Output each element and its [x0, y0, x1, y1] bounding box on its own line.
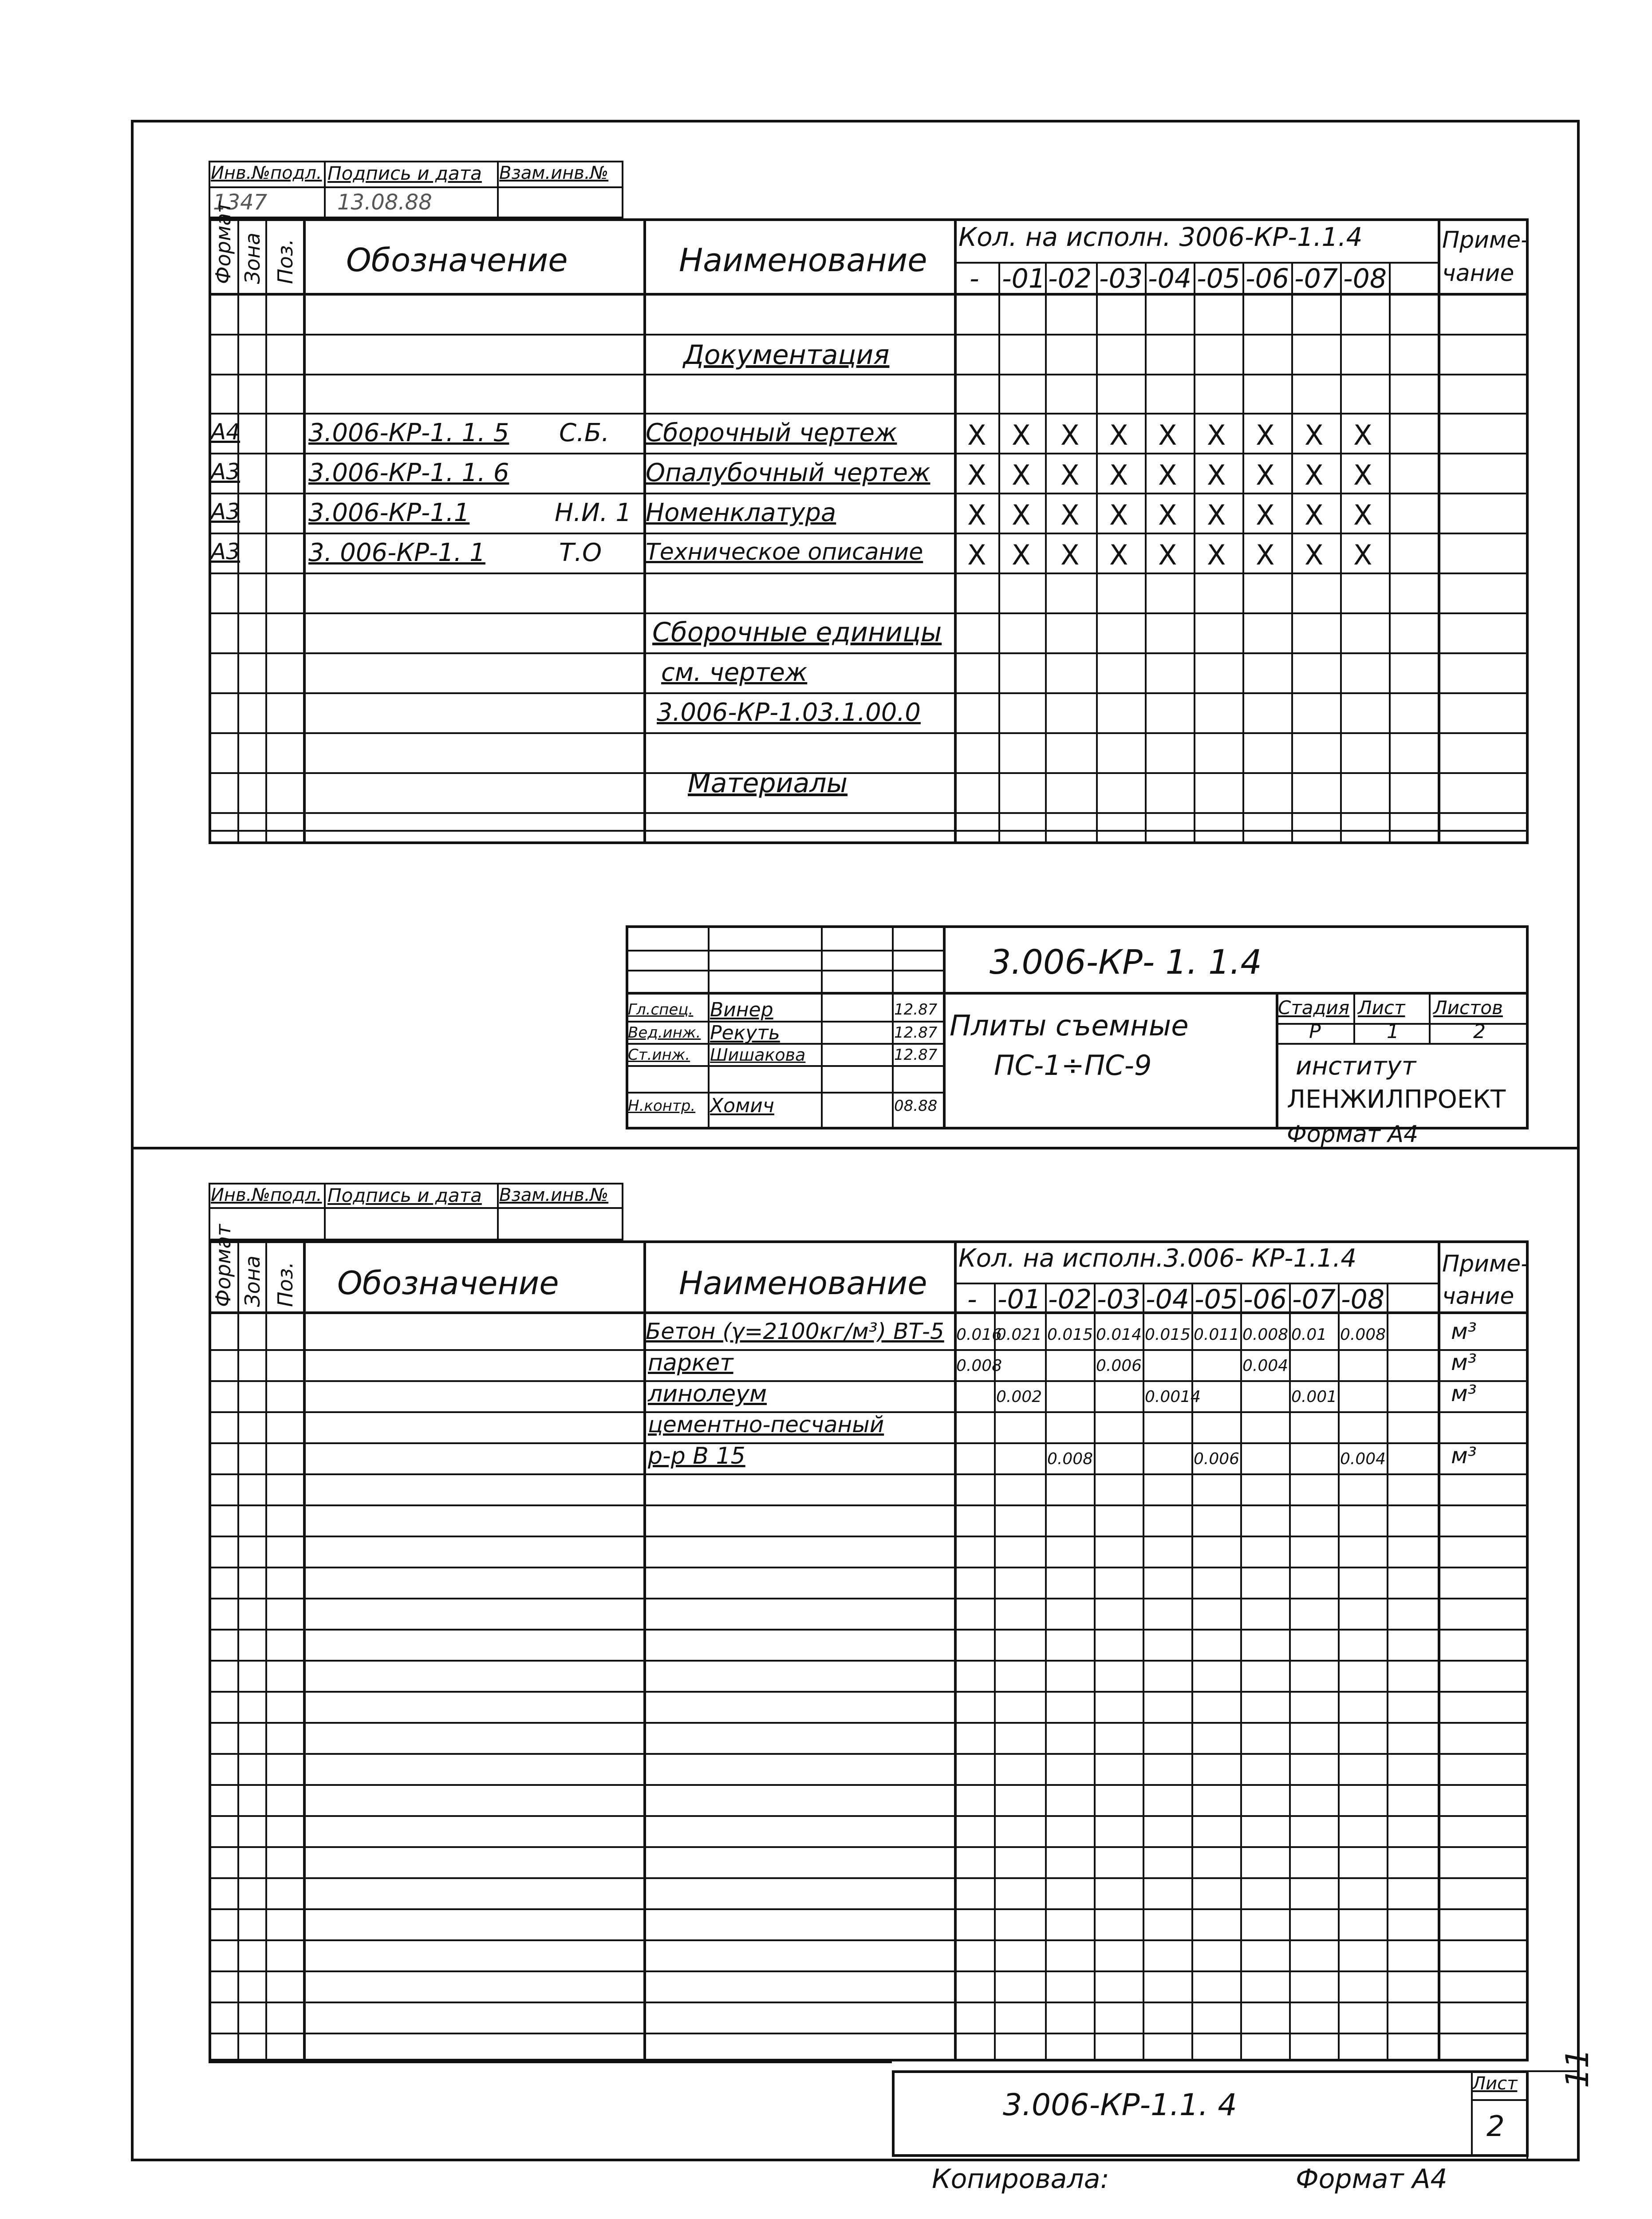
- t2-variant-7: -07: [1292, 1284, 1336, 1315]
- material-5-name: р-р В 15: [648, 1443, 745, 1469]
- sheet2-label: Лист: [1472, 2073, 1518, 2094]
- doc-3-format: А3: [211, 499, 241, 525]
- material-value: 0.015: [1047, 1326, 1093, 1344]
- qty-mark: X: [967, 419, 986, 451]
- qty-mark: X: [1158, 459, 1177, 491]
- person-2-name: Рекуть: [710, 1022, 780, 1044]
- t2-variant-8: -08: [1341, 1284, 1384, 1315]
- variant-1: -01: [1002, 263, 1045, 294]
- qty-mark: X: [1305, 459, 1324, 491]
- section-docs: Документация: [683, 340, 890, 371]
- qty-mark: X: [1353, 459, 1372, 491]
- variant-0: -: [970, 263, 979, 294]
- doc-1-designation: 3.006-КР-1. 1. 5: [308, 419, 509, 447]
- doc-3-code: Н.И. 1: [555, 498, 632, 527]
- stamp2-sign-label: Подпись и дата: [327, 1185, 482, 1206]
- doc-4-name: Техническое описание: [646, 539, 923, 565]
- material-value: 0.008: [1340, 1326, 1386, 1344]
- qty-mark: X: [1061, 459, 1080, 491]
- material-1-unit: м³: [1451, 1319, 1477, 1344]
- doc-2-name: Опалубочный чертеж: [646, 458, 930, 487]
- title-line-1: Плиты съемные: [950, 1010, 1189, 1042]
- stamp2-inv-label: Инв.№подл.: [211, 1185, 322, 1205]
- qty-mark: X: [1256, 459, 1275, 491]
- variant-4: -04: [1148, 263, 1191, 294]
- col-note-line1: Приме-: [1442, 227, 1529, 253]
- material-value: 0.004: [1242, 1357, 1289, 1375]
- qty-mark: X: [967, 499, 986, 531]
- person-4-name: Хомич: [710, 1094, 774, 1117]
- material-value: 0.011: [1194, 1326, 1240, 1344]
- qty-mark: X: [1061, 499, 1080, 531]
- qty-mark: X: [1305, 419, 1324, 451]
- col-format-label: Формат: [211, 201, 235, 284]
- qty-mark: X: [1109, 459, 1128, 491]
- qty-mark: X: [1207, 419, 1226, 451]
- qty-mark: X: [1207, 459, 1226, 491]
- title-line-2: ПС-1÷ПС-9: [994, 1049, 1152, 1082]
- t2-variant-2: -02: [1048, 1284, 1092, 1315]
- material-3-unit: м³: [1451, 1381, 1477, 1406]
- section-units: Сборочные единицы: [652, 617, 942, 648]
- material-value: 0.006: [1096, 1357, 1142, 1375]
- doc-4-designation: 3. 006-КР-1. 1: [308, 538, 485, 567]
- t2-variant-5: -05: [1195, 1284, 1238, 1315]
- doc-4-code: Т.О: [559, 538, 602, 567]
- t2-note-line1: Приме-: [1442, 1251, 1529, 1277]
- material-value: 0.001: [1291, 1388, 1337, 1406]
- units-ref-1: см. чертеж: [661, 658, 808, 687]
- format-label-2: Формат А4: [1296, 2164, 1447, 2195]
- org-line-1: институт: [1296, 1052, 1416, 1081]
- doc-1-format: А4: [211, 419, 241, 445]
- t2-note-line2: чание: [1442, 1283, 1514, 1310]
- doc-2-format: А3: [211, 459, 241, 485]
- qty-mark: X: [1158, 539, 1177, 571]
- qty-mark: X: [1012, 419, 1031, 451]
- doc-number-2: 3.006-КР-1.1. 4: [1003, 2088, 1237, 2123]
- qty-mark: X: [1158, 419, 1177, 451]
- qty-mark: X: [1158, 499, 1177, 531]
- stamp-sign-value: 13.08.88: [337, 190, 432, 215]
- material-1-name: Бетон (γ=2100кг/м³) ВТ-5: [646, 1319, 944, 1344]
- material-value: 0.014: [1096, 1326, 1142, 1344]
- material-3-name: линолеум: [648, 1381, 767, 1407]
- qty-mark: X: [1207, 539, 1226, 571]
- t2-variant-4: -04: [1146, 1284, 1189, 1315]
- stage-label: Стадия: [1278, 997, 1350, 1019]
- person-1-date: 12.87: [894, 1001, 938, 1019]
- variant-5: -05: [1197, 263, 1240, 294]
- qty-mark: X: [1256, 419, 1275, 451]
- qty-mark: X: [1012, 539, 1031, 571]
- org-line-2: ЛЕНЖИЛПРОЕКТ: [1287, 1085, 1506, 1114]
- person-4-date: 08.88: [894, 1097, 938, 1115]
- person-1-role: Гл.спец.: [628, 1001, 694, 1019]
- qty-mark: X: [1061, 419, 1080, 451]
- material-4-name: цементно-песчаный: [648, 1412, 884, 1437]
- material-value: 0.008: [956, 1357, 1002, 1375]
- t2-col-designation-label: Обозначение: [337, 1264, 559, 1302]
- t2-qty-title: Кол. на исполн.3.006- КР-1.1.4: [958, 1244, 1356, 1273]
- qty-mark: X: [1305, 499, 1324, 531]
- material-value: 0.008: [1047, 1450, 1093, 1468]
- qty-mark: X: [1353, 539, 1372, 571]
- qty-mark: X: [1012, 499, 1031, 531]
- col-note-line2: чание: [1442, 260, 1514, 287]
- units-ref-2: 3.006-КР-1.03.1.00.0: [657, 698, 921, 727]
- qty-mark: X: [1256, 499, 1275, 531]
- person-3-date: 12.87: [894, 1046, 938, 1064]
- format-label-1: Формат А4: [1287, 1121, 1419, 1148]
- person-2-date: 12.87: [894, 1024, 938, 1042]
- page-number: 11: [1559, 2048, 1596, 2088]
- qty-mark: X: [1061, 539, 1080, 571]
- sheet-value: 1: [1387, 1020, 1399, 1043]
- t2-variant-6: -06: [1243, 1284, 1287, 1315]
- material-value: 0.006: [1194, 1450, 1240, 1468]
- qty-mark: X: [1207, 499, 1226, 531]
- doc-4-format: А3: [211, 539, 241, 565]
- material-value: 0.004: [1340, 1450, 1386, 1468]
- col-qty-title: Кол. на исполн. 3006-КР-1.1.4: [958, 222, 1363, 252]
- copied-label: Копировала:: [932, 2164, 1109, 2195]
- variant-8: -08: [1343, 263, 1387, 294]
- doc-number-1: 3.006-КР- 1. 1.4: [990, 942, 1262, 982]
- doc-3-designation: 3.006-КР-1.1: [308, 498, 470, 527]
- stamp-inv-value: 1347: [213, 190, 268, 215]
- t2-col-name-label: Наименование: [679, 1264, 927, 1302]
- spec-table-2: [209, 1240, 1529, 2061]
- person-3-role: Ст.инж.: [628, 1046, 690, 1064]
- doc-2-designation: 3.006-КР-1. 1. 6: [308, 458, 509, 487]
- stamp-replace-label: Взам.инв.№: [499, 163, 609, 183]
- sheets-value: 2: [1473, 1020, 1486, 1043]
- sheet-label: Лист: [1358, 997, 1405, 1019]
- material-value: 0.0014: [1145, 1388, 1201, 1406]
- material-value: 0.002: [996, 1388, 1042, 1406]
- person-2-role: Вед.инж.: [628, 1024, 701, 1042]
- material-2-name: паркет: [648, 1350, 733, 1376]
- person-1-name: Винер: [710, 999, 773, 1021]
- qty-mark: X: [1256, 539, 1275, 571]
- person-4-role: Н.контр.: [628, 1097, 696, 1115]
- stamp-inv-label: Инв.№подл.: [211, 163, 322, 183]
- material-value: 0.01: [1291, 1326, 1327, 1344]
- t2-col-pos-label: Поз.: [273, 1262, 297, 1307]
- qty-mark: X: [967, 539, 986, 571]
- doc-1-code: С.Б.: [559, 419, 610, 447]
- spec-table-1: [209, 218, 1529, 844]
- material-value: 0.008: [1242, 1326, 1289, 1344]
- t2-variant-0: -: [967, 1284, 977, 1315]
- qty-mark: X: [1305, 539, 1324, 571]
- material-value: 0.015: [1145, 1326, 1191, 1344]
- qty-mark: X: [1353, 419, 1372, 451]
- doc-1-name: Сборочный чертеж: [646, 419, 897, 447]
- qty-mark: X: [1109, 539, 1128, 571]
- stamp-sign-label: Подпись и дата: [327, 162, 482, 184]
- variant-6: -06: [1246, 263, 1289, 294]
- material-2-unit: м³: [1451, 1350, 1477, 1375]
- qty-mark: X: [1109, 499, 1128, 531]
- stage-value: Р: [1309, 1020, 1321, 1043]
- qty-mark: X: [1353, 499, 1372, 531]
- t2-variant-1: -01: [998, 1284, 1041, 1315]
- col-designation-label: Обозначение: [346, 241, 568, 279]
- material-5-unit: м³: [1451, 1443, 1477, 1469]
- variant-3: -03: [1099, 263, 1143, 294]
- material-value: 0.021: [996, 1326, 1042, 1344]
- qty-mark: X: [967, 459, 986, 491]
- col-name-label: Наименование: [679, 241, 927, 279]
- col-zone-label: Зона: [241, 233, 264, 284]
- material-value: 0.016: [956, 1326, 1002, 1344]
- sheets-label: Листов: [1433, 997, 1503, 1019]
- t2-col-format-label: Формат: [211, 1224, 235, 1307]
- qty-mark: X: [1012, 459, 1031, 491]
- variant-7: -07: [1294, 263, 1338, 294]
- t2-col-zone-label: Зона: [241, 1256, 264, 1307]
- qty-mark: X: [1109, 419, 1128, 451]
- variant-2: -02: [1048, 263, 1092, 294]
- t2-variant-3: -03: [1097, 1284, 1140, 1315]
- section-materials: Материалы: [688, 768, 848, 799]
- sheet2-value: 2: [1486, 2110, 1505, 2143]
- doc-3-name: Номенклатура: [646, 498, 836, 527]
- person-3-name: Шишакова: [710, 1045, 806, 1065]
- col-pos-label: Поз.: [273, 239, 297, 284]
- stamp2-replace-label: Взам.инв.№: [499, 1185, 609, 1205]
